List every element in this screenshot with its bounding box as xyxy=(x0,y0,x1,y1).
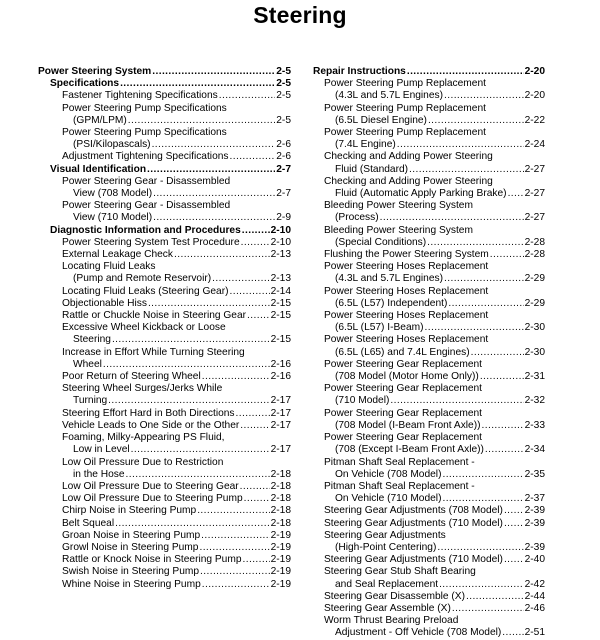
toc-entry xyxy=(313,383,545,407)
toc-entry-page: 2-44 xyxy=(524,590,545,602)
toc-entry xyxy=(38,261,291,285)
toc-entry-title: Steering xyxy=(73,334,111,346)
toc-entry-page: 2-39 xyxy=(524,541,545,553)
toc-entry-title: Fluid (Automatic Apply Parking Brake) xyxy=(335,188,507,200)
toc-entry xyxy=(38,78,291,90)
toc-entry xyxy=(38,432,291,456)
toc-entry-title: in the Hose xyxy=(73,468,125,480)
toc-entry-page: 2-16 xyxy=(270,358,291,370)
toc-entry-title: On Vehicle (708 Model) xyxy=(335,468,442,480)
toc-entry-page: 2-30 xyxy=(524,346,545,358)
toc-entry-page: 2-51 xyxy=(524,627,545,639)
dot-leader xyxy=(471,347,524,359)
dot-leader xyxy=(152,139,276,151)
toc-entry xyxy=(313,615,545,639)
toc-entry-page: 2-20 xyxy=(524,90,545,102)
dot-leader xyxy=(152,66,275,78)
toc-entry-page: 2-33 xyxy=(524,419,545,431)
toc-entry xyxy=(38,225,291,237)
toc-entry xyxy=(313,200,545,224)
toc-entry-title: (708 (Except I-Beam Front Axle)) xyxy=(335,444,484,456)
toc-entry-page: 2-19 xyxy=(270,541,291,553)
dot-leader xyxy=(200,566,270,578)
toc-entry-page: 2-17 xyxy=(270,419,291,431)
toc-entry xyxy=(38,176,291,200)
dot-leader xyxy=(508,188,524,200)
toc-entry-page: 2-40 xyxy=(524,554,545,566)
toc-entry xyxy=(313,176,545,200)
toc-entry xyxy=(38,408,291,420)
toc-entry-title: Rattle or Chuckle Noise in Steering Gear xyxy=(62,310,247,322)
dot-leader xyxy=(485,444,524,456)
toc-entry-title: Steering Gear Disassemble (X) xyxy=(324,590,465,602)
toc-entry-page: 2-10 xyxy=(270,224,291,236)
toc-entry-title: Low Oil Pressure Due to Restriction xyxy=(62,456,224,468)
toc-entry xyxy=(38,286,291,298)
dot-leader xyxy=(504,518,524,530)
toc-entry-page: 2-15 xyxy=(270,297,291,309)
toc-entry-title: Power Steering System Test Procedure xyxy=(62,236,240,248)
toc-entry xyxy=(313,151,545,175)
toc-entry-title: Power Steering Gear Replacement xyxy=(324,358,482,370)
toc-entry xyxy=(313,457,545,481)
dot-leader xyxy=(452,603,524,615)
dot-leader xyxy=(120,78,275,90)
toc-entry xyxy=(38,493,291,505)
toc-entry xyxy=(38,371,291,383)
toc-entry-page: 2-5 xyxy=(276,114,291,126)
toc-entry-page: 2-24 xyxy=(524,139,545,151)
toc-entry-title: Locating Fluid Leaks (Steering Gear) xyxy=(62,285,229,297)
toc-entry xyxy=(313,530,545,554)
toc-entry-title: Bleeding Power Steering System xyxy=(324,224,473,236)
dot-leader xyxy=(427,237,523,249)
toc-entry-page: 2-39 xyxy=(524,505,545,517)
toc-entry-title: (6.5L (L65) and 7.4L Engines) xyxy=(335,346,470,358)
dot-leader xyxy=(502,627,523,639)
dot-leader xyxy=(480,371,524,383)
toc-entry-title: (7.4L Engine) xyxy=(335,139,396,151)
toc-entry-page: 2-27 xyxy=(524,163,545,175)
toc-entry-title: Whine Noise in Steering Pump xyxy=(62,578,201,590)
toc-entry-title: (6.5L (L57) I-Beam) xyxy=(335,322,424,334)
toc-entry xyxy=(38,579,291,591)
toc-entry xyxy=(313,310,545,334)
toc-column-right xyxy=(313,66,545,640)
toc-entry-page: 2-15 xyxy=(270,310,291,322)
toc-entry-title: Power Steering Pump Replacement xyxy=(324,78,486,90)
toc-entry-title: Groan Noise in Steering Pump xyxy=(62,529,201,541)
toc-entry-page: 2-28 xyxy=(524,249,545,261)
toc-entry-title: Steering Gear Adjustments (708 Model) xyxy=(324,505,503,517)
toc-entry-page: 2-18 xyxy=(270,468,291,480)
toc-entry-page: 2-13 xyxy=(270,273,291,285)
toc-entry-title: Low in Level xyxy=(73,444,130,456)
toc-entry-title: Flushing the Power Steering System xyxy=(324,249,489,261)
toc-entry-page: 2-14 xyxy=(270,285,291,297)
toc-entry xyxy=(38,298,291,310)
toc-entry-page: 2-15 xyxy=(270,334,291,346)
toc-entry-title: Growl Noise in Steering Pump xyxy=(62,541,199,553)
toc-entry-page: 2-27 xyxy=(524,212,545,224)
toc-entry-page: 2-35 xyxy=(524,468,545,480)
toc-entry xyxy=(38,103,291,127)
toc-entry-page: 2-10 xyxy=(270,236,291,248)
dot-leader xyxy=(108,395,269,407)
dot-leader xyxy=(131,444,270,456)
dot-leader xyxy=(230,151,276,163)
toc-entry xyxy=(38,383,291,407)
toc-entry-title: Steering Gear Adjustments (710 Model) xyxy=(324,517,503,529)
toc-entry-title: Power Steering Gear Replacement xyxy=(324,407,482,419)
toc-entry-page: 2-7 xyxy=(276,163,291,175)
toc-entry-title: Locating Fluid Leaks xyxy=(62,261,156,273)
toc-entry-title: Bleeding Power Steering System xyxy=(324,200,473,212)
toc-entry-title: Swish Noise in Steering Pump xyxy=(62,566,200,578)
dot-leader xyxy=(202,579,270,591)
toc-entry-page: 2-39 xyxy=(524,517,545,529)
toc-entry-title: and Seal Replacement xyxy=(335,578,439,590)
toc-entry-page: 2-17 xyxy=(270,444,291,456)
toc-entry xyxy=(313,66,545,78)
dot-leader xyxy=(247,310,270,322)
toc-entry-title: Excessive Wheel Kickback or Loose xyxy=(62,322,226,334)
toc-entry-page: 2-46 xyxy=(524,602,545,614)
toc-entry-page: 2-16 xyxy=(270,371,291,383)
toc-entry-title: (GPM/LPM) xyxy=(73,114,127,126)
toc-entry-title: Power Steering Pump Specifications xyxy=(62,102,227,114)
toc-entry-page: 2-42 xyxy=(524,578,545,590)
page-title: Steering xyxy=(253,2,347,28)
dot-leader xyxy=(437,542,523,554)
dot-leader xyxy=(397,139,524,151)
toc-entry-page: 2-32 xyxy=(524,395,545,407)
toc-entry-page: 2-31 xyxy=(524,371,545,383)
toc-entry-title: Power Steering Gear - Disassembled xyxy=(62,200,231,212)
dot-leader xyxy=(407,66,524,78)
toc-entry-title: Low Oil Pressure Due to Steering Gear xyxy=(62,480,239,492)
toc-entry xyxy=(313,78,545,102)
toc-entry-title: Pitman Shaft Seal Replacement - xyxy=(324,456,475,468)
toc-entry-title: Fastener Tightening Specifications xyxy=(62,90,218,102)
dot-leader xyxy=(442,469,523,481)
dot-leader xyxy=(212,273,269,285)
dot-leader xyxy=(199,542,269,554)
toc-entry-page: 2-17 xyxy=(270,395,291,407)
dot-leader xyxy=(390,395,523,407)
toc-entry-page: 2-20 xyxy=(524,66,545,77)
dot-leader xyxy=(202,371,270,383)
dot-leader xyxy=(425,322,524,334)
dot-leader xyxy=(201,530,269,542)
dot-leader xyxy=(240,481,270,493)
toc-entry-title: Visual Identification xyxy=(50,163,147,175)
toc-entry-page: 2-18 xyxy=(270,493,291,505)
toc-entry xyxy=(38,310,291,322)
toc-entry-title: (PSI/Kilopascals) xyxy=(73,139,151,151)
toc-entry-title: (Process) xyxy=(335,212,379,224)
toc-entry-title: Power Steering Hoses Replacement xyxy=(324,334,489,346)
toc-entry-page: 2-17 xyxy=(270,407,291,419)
toc-entry xyxy=(38,237,291,249)
dot-leader xyxy=(444,90,524,102)
toc-entry xyxy=(313,566,545,590)
toc-entry xyxy=(38,505,291,517)
toc-entry-title: Power Steering Hoses Replacement xyxy=(324,261,489,273)
dot-leader xyxy=(115,518,270,530)
dot-leader xyxy=(126,469,270,481)
toc-entry-title: Power Steering Hoses Replacement xyxy=(324,310,489,322)
toc-entry xyxy=(313,359,545,383)
dot-leader xyxy=(242,225,270,237)
dot-leader xyxy=(240,420,269,432)
toc-entry-title: (6.5L Diesel Engine) xyxy=(335,114,427,126)
toc-entry xyxy=(38,420,291,432)
toc-entry-page: 2-7 xyxy=(276,188,291,200)
toc-entry xyxy=(313,554,545,566)
dot-leader xyxy=(490,249,524,261)
toc-entry-title: (Special Conditions) xyxy=(335,236,427,248)
toc-entry-page: 2-29 xyxy=(524,273,545,285)
toc-entry-title: Power Steering Gear Replacement xyxy=(324,432,482,444)
toc-entry-title: Low Oil Pressure Due to Steering Pump xyxy=(62,493,243,505)
toc-entry-title: Power Steering Pump Replacement xyxy=(324,127,486,139)
toc-entry xyxy=(313,481,545,505)
toc-entry-page: 2-30 xyxy=(524,322,545,334)
toc-entry xyxy=(313,408,545,432)
toc-entry-title: Rattle or Knock Noise in Steering Pump xyxy=(62,554,242,566)
toc-entry xyxy=(313,505,545,517)
toc-entry-title: (High-Point Centering) xyxy=(335,541,437,553)
toc-entry xyxy=(38,566,291,578)
toc-entry xyxy=(38,518,291,530)
toc-entry-title: Power Steering Pump Replacement xyxy=(324,102,486,114)
dot-leader xyxy=(219,90,276,102)
toc-entry xyxy=(313,286,545,310)
toc-entry xyxy=(313,261,545,285)
dot-leader xyxy=(241,237,270,249)
toc-entry xyxy=(38,542,291,554)
toc-entry xyxy=(38,90,291,102)
toc-entry xyxy=(313,225,545,249)
dot-leader xyxy=(147,164,275,176)
toc-entry-page: 2-5 xyxy=(276,66,291,77)
toc-entry-page: 2-6 xyxy=(276,139,291,151)
dot-leader xyxy=(409,164,524,176)
toc-entry-title: Checking and Adding Power Steering xyxy=(324,151,493,163)
dot-leader xyxy=(504,554,524,566)
toc-entry-title: Repair Instructions xyxy=(313,66,406,77)
toc-entry-page: 2-18 xyxy=(270,505,291,517)
toc-entry xyxy=(313,127,545,151)
toc-entry xyxy=(38,127,291,151)
toc-entry-page: 2-28 xyxy=(524,236,545,248)
toc-entry-title: (710 Model) xyxy=(335,395,390,407)
toc-entry-page: 2-13 xyxy=(270,249,291,261)
dot-leader xyxy=(504,505,524,517)
dot-leader xyxy=(442,493,523,505)
toc-entry-title: Steering Gear Adjustments xyxy=(324,529,446,541)
toc-entry xyxy=(38,457,291,481)
toc-entry-title: View (708 Model) xyxy=(73,188,153,200)
toc-entry-title: Power Steering Gear - Disassembled xyxy=(62,175,231,187)
dot-leader xyxy=(380,212,524,224)
dot-leader xyxy=(243,554,270,566)
toc-entry-page: 2-18 xyxy=(270,480,291,492)
dot-leader xyxy=(448,298,523,310)
toc-entry-page: 2-19 xyxy=(270,554,291,566)
toc-entry-title: Poor Return of Steering Wheel xyxy=(62,371,201,383)
toc-entry-title: Power Steering System xyxy=(38,66,152,77)
dot-leader xyxy=(482,420,524,432)
toc-entry xyxy=(38,322,291,346)
toc-entry-page: 2-29 xyxy=(524,297,545,309)
toc-entry-page: 2-19 xyxy=(270,529,291,541)
toc-entry-title: On Vehicle (710 Model) xyxy=(335,493,442,505)
dot-leader xyxy=(148,298,270,310)
toc-column-left xyxy=(38,66,291,591)
toc-entry xyxy=(313,249,545,261)
toc-entry-page: 2-22 xyxy=(524,114,545,126)
toc-entry-title: Steering Gear Assemble (X) xyxy=(324,602,451,614)
toc-entry-title: (4.3L and 5.7L Engines) xyxy=(335,90,443,102)
toc-entry-title: (4.3L and 5.7L Engines) xyxy=(335,273,443,285)
toc-entry xyxy=(313,591,545,603)
toc-entry-title: Turning xyxy=(73,395,108,407)
toc-entry xyxy=(313,603,545,615)
toc-entry xyxy=(38,347,291,371)
toc-entry xyxy=(38,481,291,493)
toc-entry xyxy=(38,164,291,176)
toc-entry xyxy=(313,432,545,456)
toc-entry-page: 2-18 xyxy=(270,517,291,529)
toc-entry xyxy=(38,151,291,163)
dot-leader xyxy=(112,334,270,346)
toc-entry-page: 2-19 xyxy=(270,566,291,578)
dot-leader xyxy=(197,505,269,517)
toc-entry-page: 2-6 xyxy=(276,151,291,163)
toc-entry-title: Adjustment - Off Vehicle (708 Model) xyxy=(335,627,502,639)
toc-entry-title: Increase in Effort While Turning Steering xyxy=(62,346,245,358)
dot-leader xyxy=(103,359,270,371)
dot-leader xyxy=(428,115,524,127)
toc-entry xyxy=(313,103,545,127)
toc-entry-title: Fluid (Standard) xyxy=(335,163,409,175)
toc-entry-title: (Pump and Remote Reservoir) xyxy=(73,273,212,285)
toc-entry-title: Steering Gear Adjustments (710 Model) xyxy=(324,554,503,566)
dot-leader xyxy=(128,115,275,127)
toc-entry xyxy=(38,249,291,261)
toc-entry-title: Checking and Adding Power Steering xyxy=(324,175,493,187)
dot-leader xyxy=(244,493,270,505)
dot-leader xyxy=(153,212,275,224)
toc-entry-title: Power Steering Hoses Replacement xyxy=(324,285,489,297)
dot-leader xyxy=(229,286,269,298)
toc-entry-title: Belt Squeal xyxy=(62,517,115,529)
toc-entry-page: 2-5 xyxy=(276,90,291,102)
toc-entry-title: External Leakage Check xyxy=(62,249,173,261)
toc-entry xyxy=(38,200,291,224)
toc-entry xyxy=(38,66,291,78)
toc-entry-title: Wheel xyxy=(73,358,102,370)
toc-entry-title: Diagnostic Information and Procedures xyxy=(50,224,241,236)
toc-entry-title: Foaming, Milky-Appearing PS Fluid, xyxy=(62,432,225,444)
dot-leader xyxy=(466,591,524,603)
toc-entry xyxy=(38,554,291,566)
toc-entry-title: (708 Model (Motor Home Only)) xyxy=(335,371,479,383)
toc-entry-page: 2-5 xyxy=(276,78,291,90)
toc-entry-title: Power Steering Gear Replacement xyxy=(324,383,482,395)
toc-entry-title: Worm Thrust Bearing Preload xyxy=(324,615,459,627)
toc-entry-title: Power Steering Pump Specifications xyxy=(62,127,227,139)
toc-entry-title: Steering Gear Stub Shaft Bearing xyxy=(324,566,476,578)
toc-entry-title: Chirp Noise in Steering Pump xyxy=(62,505,197,517)
dot-leader xyxy=(153,188,275,200)
toc-entry-title: Specifications xyxy=(50,78,120,90)
dot-leader xyxy=(236,408,270,420)
toc-entry-title: Objectionable Hiss xyxy=(62,297,147,309)
toc-entry-title: Steering Wheel Surges/Jerks While xyxy=(62,383,223,395)
toc-entry-title: Adjustment Tightening Specifications xyxy=(62,151,229,163)
toc-entry-title: (708 Model (I-Beam Front Axle)) xyxy=(335,419,481,431)
dot-leader xyxy=(439,579,524,591)
toc-entry-page: 2-27 xyxy=(524,188,545,200)
toc-entry xyxy=(313,518,545,530)
dot-leader xyxy=(174,249,270,261)
toc-entry xyxy=(313,334,545,358)
toc-entry-page: 2-34 xyxy=(524,444,545,456)
toc-entry-page: 2-9 xyxy=(276,212,291,224)
dot-leader xyxy=(444,273,524,285)
toc-entry-page: 2-37 xyxy=(524,493,545,505)
toc-entry-title: (6.5L (L57) Independent) xyxy=(335,297,448,309)
toc-entry-title: Vehicle Leads to One Side or the Other xyxy=(62,419,240,431)
toc-entry-title: Pitman Shaft Seal Replacement - xyxy=(324,480,475,492)
toc-entry-page: 2-19 xyxy=(270,578,291,590)
toc-entry xyxy=(38,530,291,542)
toc-entry-title: View (710 Model) xyxy=(73,212,153,224)
toc-entry-title: Steering Effort Hard in Both Directions xyxy=(62,407,235,419)
